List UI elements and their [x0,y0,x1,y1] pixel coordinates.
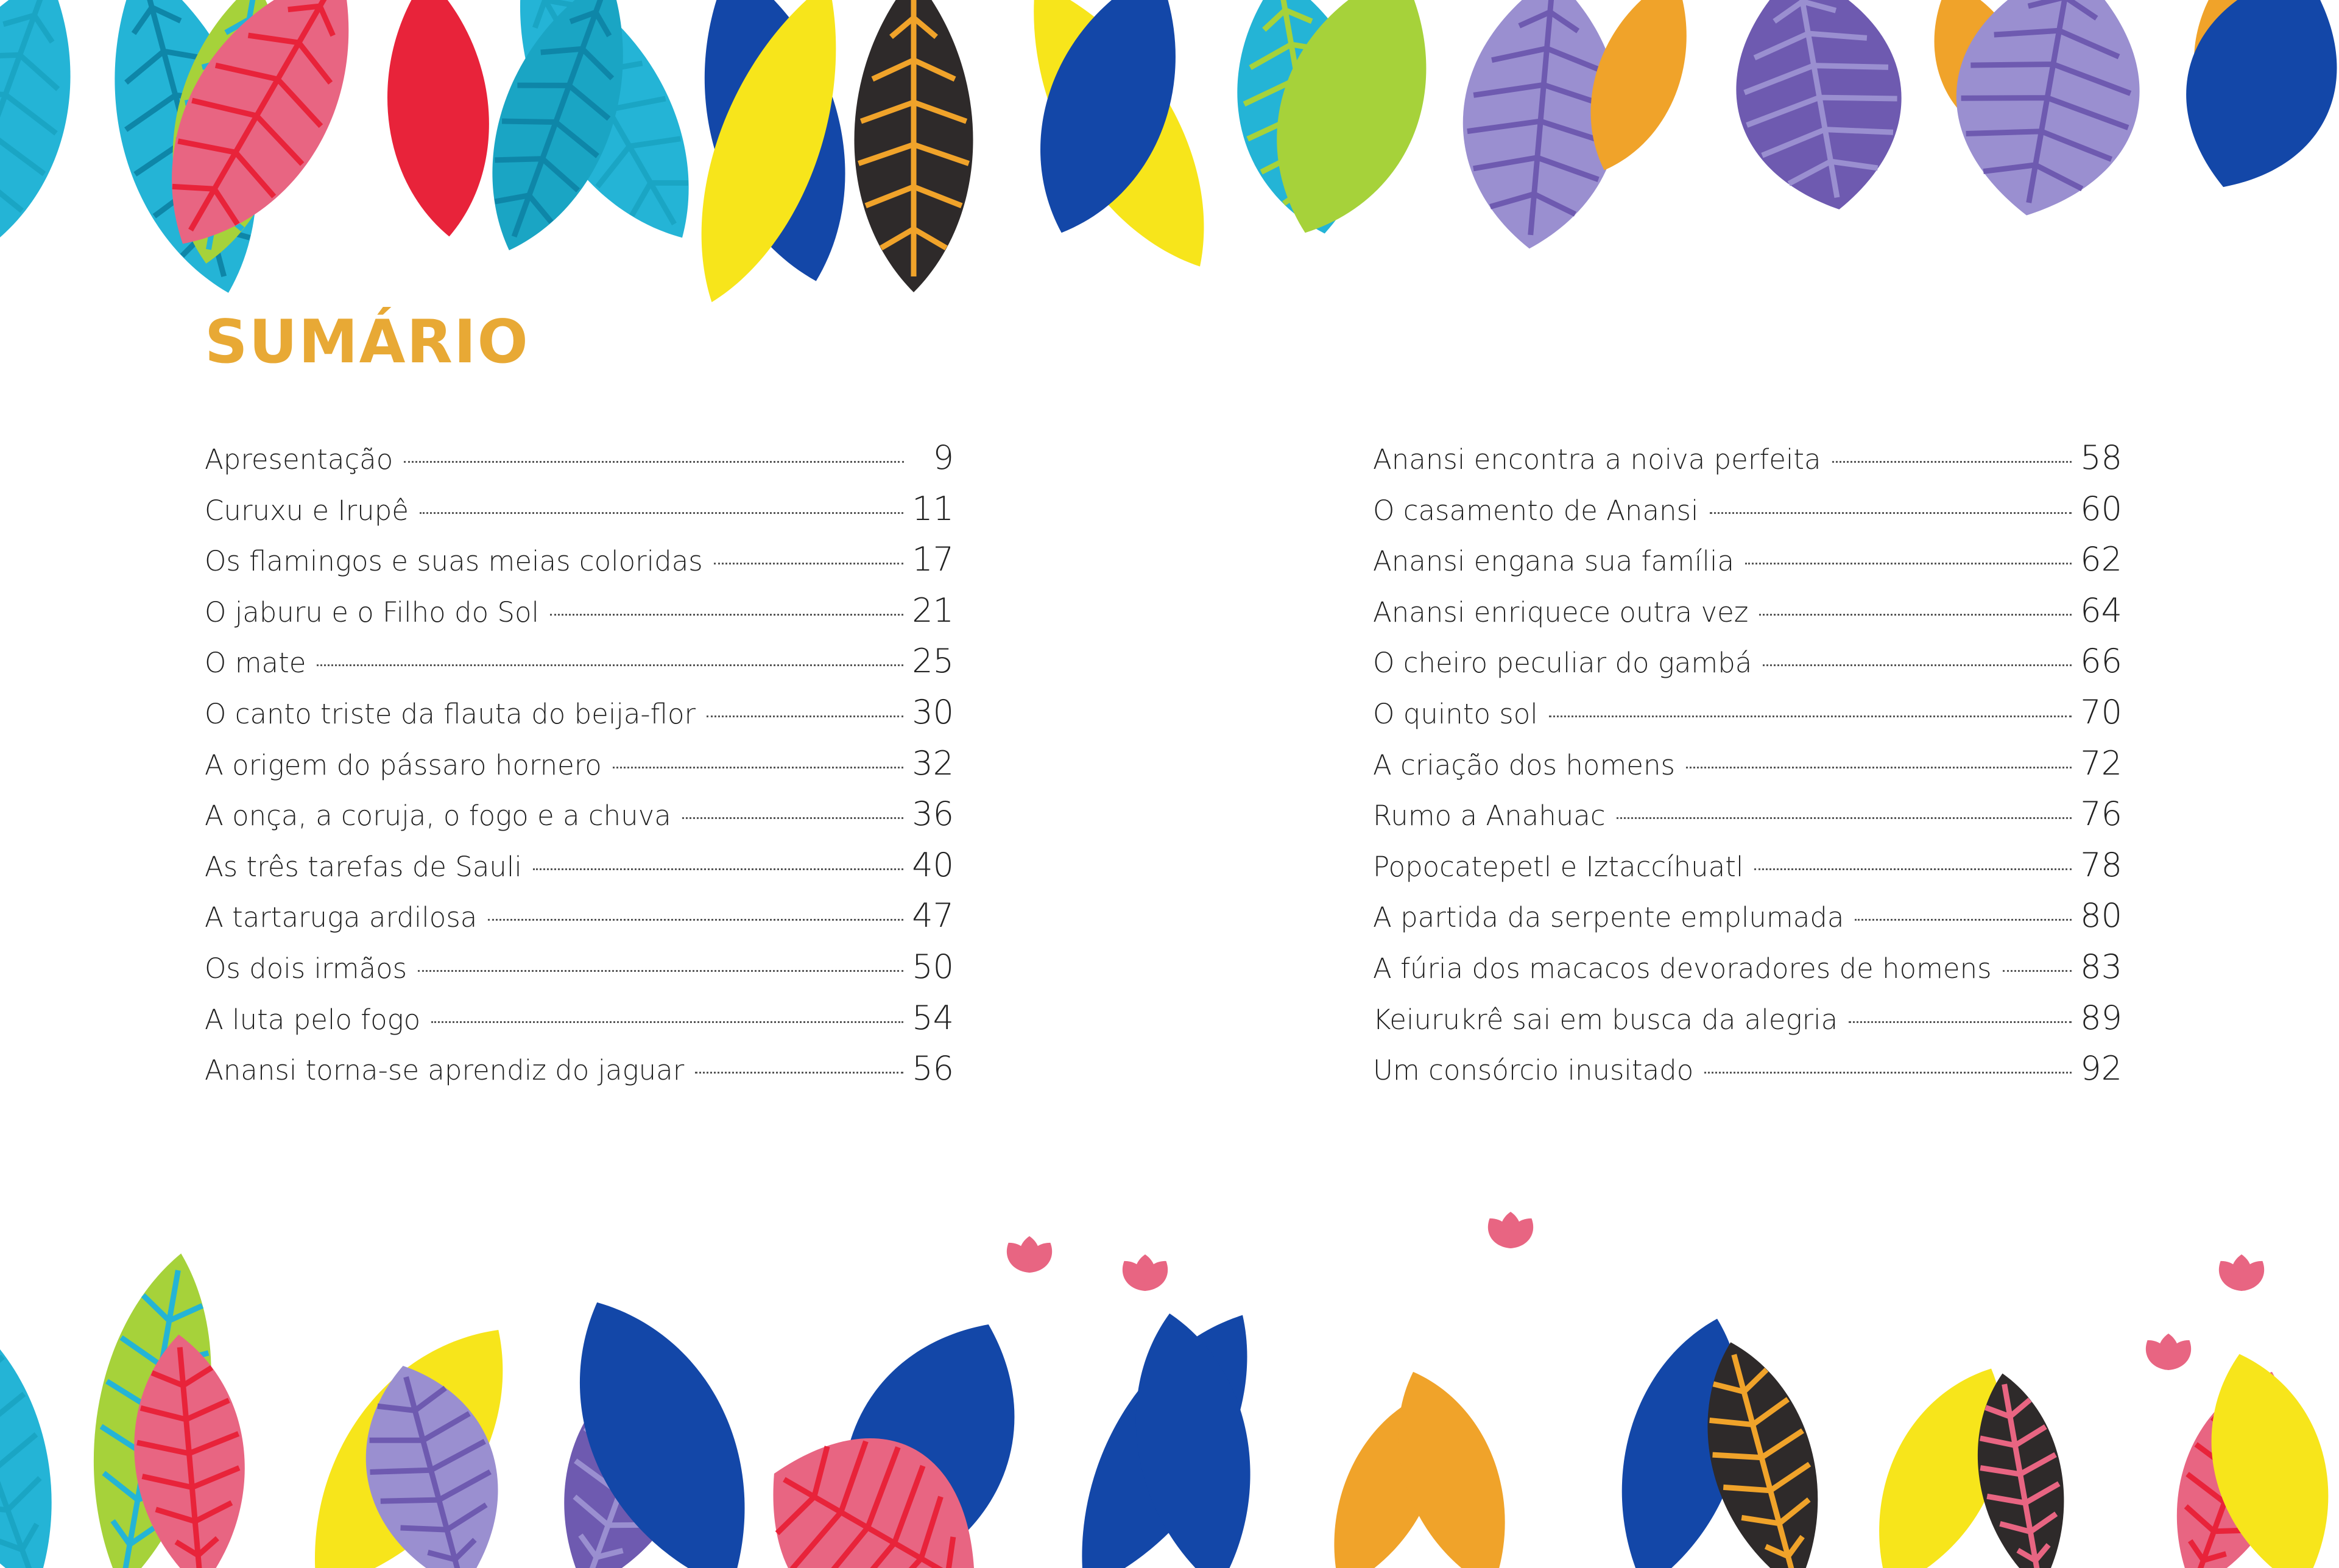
toc-entry-page: 60 [2080,489,2122,528]
toc-entry-title: O casamento de Anansi [1373,494,1699,527]
toc-entry-title: Anansi encontra a noiva perfeita [1373,443,1821,476]
toc-entry-page: 56 [912,1049,954,1088]
toc-entry-page: 89 [2080,998,2122,1037]
toc-entry-page: 92 [2080,1049,2122,1088]
dot-leader [488,919,903,921]
toc-entry[interactable] [205,999,954,1050]
leaf-shape [376,0,499,241]
dot-leader [1855,919,2072,921]
toc-entry-page: 30 [912,692,954,731]
toc-entry-page: 78 [2080,845,2122,884]
toc-entry[interactable] [205,591,954,642]
toc-entry[interactable] [1373,1049,2122,1100]
dot-leader [418,970,903,972]
toc-entry-title: Anansi engana sua família [1373,545,1735,578]
toc-entry[interactable] [205,540,954,591]
toc-entry[interactable] [1373,540,2122,591]
dot-leader [613,767,903,768]
toc-entry[interactable] [1373,642,2122,693]
toc-entry-page: 32 [912,744,954,782]
toc-entry-title: A criação dos homens [1373,748,1675,781]
toc-entry-title: A tartaruga ardilosa [205,901,478,934]
toc-entry[interactable] [1373,693,2122,744]
dot-leader [550,614,903,616]
toc-entry-title: O mate [205,647,306,680]
toc-entry-title: A fúria dos macacos devoradores de homens [1373,952,1992,985]
dot-leader [1549,715,2072,717]
dot-leader [682,817,903,819]
page-title: SUMÁRIO [205,308,529,377]
dot-leader [404,461,904,463]
toc-entry-page: 40 [912,845,954,884]
toc-entry-title: Curuxu e Irupê [205,494,409,527]
toc-entry-title: As três tarefas de Sauli [205,850,522,883]
toc-entry-page: 64 [2080,591,2122,630]
toc-entry-page: 83 [2080,947,2122,986]
dot-leader [533,868,903,870]
toc-entry[interactable] [205,490,954,541]
toc-column-left [205,438,954,1100]
toc-entry-page: 54 [912,998,954,1037]
toc-entry-title: A onça, a coruja, o fogo e a chuva [205,800,671,832]
toc-entry[interactable] [205,846,954,897]
toc-entry[interactable] [205,947,954,999]
toc-entry-title: Keiurukrê sai em busca da alegria [1373,1003,1838,1036]
toc-entry-title: A partida da serpente emplumada [1373,901,1844,934]
toc-entry[interactable] [1373,591,2122,642]
toc-entry-title: Popocatepetl e Iztaccíhuatl [1373,850,1744,883]
toc-entry[interactable] [1373,896,2122,947]
leaf-shape [2154,0,2339,212]
toc-entry-title: Anansi enriquece outra vez [1373,596,1749,628]
toc-entry[interactable] [205,744,954,795]
tropical-foliage-border-bottom [0,1212,2339,1568]
toc-entry-title: Rumo a Anahuac [1373,800,1606,832]
dot-leader [420,512,903,514]
toc-entry[interactable] [1373,947,2122,999]
toc-entry[interactable] [205,642,954,693]
toc-entry-page: 11 [912,489,954,528]
toc-entry-page: 58 [2080,438,2122,477]
dot-leader [2003,970,2072,972]
dot-leader [707,715,903,717]
dot-leader [1686,767,2072,768]
toc-entry-page: 25 [912,642,954,681]
toc-entry[interactable] [205,795,954,846]
toc-entry-page: 36 [912,795,954,834]
toc-entry-page: 66 [2080,642,2122,681]
leaf-shape [0,0,113,297]
toc-entry[interactable] [205,438,954,490]
toc-entry-page: 62 [2080,540,2122,579]
toc-entry-page: 17 [912,540,954,579]
dot-leader [1617,817,2072,819]
toc-entry[interactable] [1373,795,2122,846]
toc-entry[interactable] [205,896,954,947]
dot-leader [1849,1021,2072,1023]
toc-entry-page: 72 [2080,744,2122,782]
toc-entry-title: O quinto sol [1373,697,1538,730]
toc-entry[interactable] [205,693,954,744]
toc-entry-title: A origem do pássaro hornero [205,748,602,781]
toc-entry-page: 80 [2080,896,2122,935]
toc-entry-title: O jaburu e o Filho do Sol [205,596,540,628]
toc-entry-page: 76 [2080,795,2122,834]
toc-entry-title: Os dois irmãos [205,952,407,985]
dot-leader [431,1021,903,1023]
toc-entry-page: 21 [912,591,954,630]
toc-entry[interactable] [1373,744,2122,795]
toc-entry-title: A luta pelo fogo [205,1003,421,1036]
toc-entry[interactable] [205,1049,954,1100]
toc-entry-title: Os flamingos e suas meias coloridas [205,545,703,578]
toc-entry[interactable] [1373,438,2122,490]
toc-entry-page: 9 [933,438,954,477]
dot-leader [317,664,903,666]
dot-leader [1763,664,2072,666]
toc-entry-title: Apresentação [205,443,393,476]
toc-entry-title: Um consórcio inusitado [1373,1054,1694,1087]
toc-entry[interactable] [1373,999,2122,1050]
toc-entry-title: Anansi torna-se aprendiz do jaguar [205,1054,685,1087]
toc-column-right [1373,438,2122,1100]
dot-leader [1759,614,2072,616]
toc-entry[interactable] [1373,490,2122,541]
toc-entry[interactable] [1373,846,2122,897]
dot-leader [1745,563,2072,564]
dot-leader [1704,1072,2072,1074]
dot-leader [714,563,904,564]
dot-leader [1754,868,2072,870]
toc-entry-page: 50 [912,947,954,986]
dot-leader [1710,512,2072,514]
dot-leader [1832,461,2072,463]
toc-entry-page: 47 [912,896,954,935]
toc-entry-page: 70 [2080,692,2122,731]
dot-leader [695,1072,903,1074]
toc-entry-title: O canto triste da flauta do beija-flor [205,697,696,730]
tropical-foliage-border-top [0,0,2339,317]
toc-entry-title: O cheiro peculiar do gambá [1373,647,1752,680]
